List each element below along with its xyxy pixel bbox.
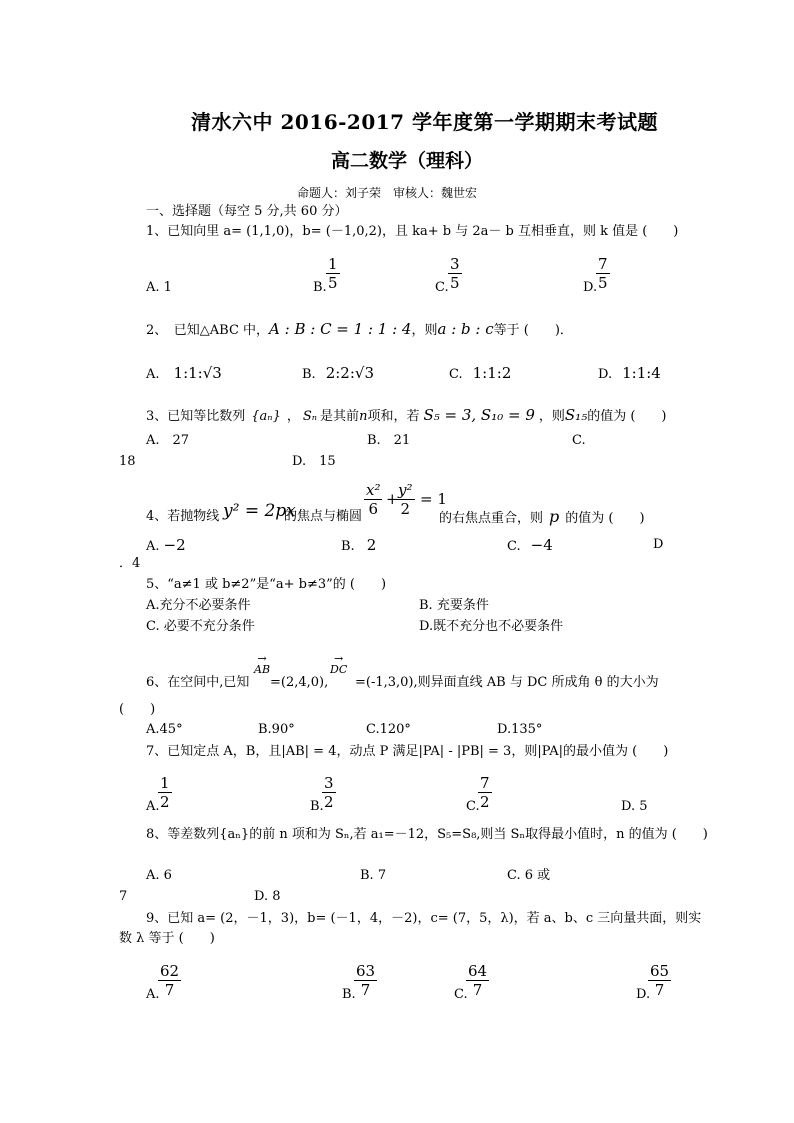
q2-b-label: B. [302, 367, 316, 382]
q2-option-c [449, 365, 511, 383]
q7-stem: 7、已知定点 A，B，且|AB| = 4，动点 P 满足|PA| - |PB| = 3，则|PA|的最小值为 ( ) [146, 744, 669, 759]
q1-option-a: A. 1 [146, 280, 172, 295]
q9-stem-cont: 数 λ 等于 ( ) [119, 931, 215, 946]
q4-ellipse-x-den: 6 [368, 500, 379, 518]
q4-option-d-cont: ．4 [119, 556, 141, 571]
q4-plus: + [386, 490, 399, 508]
q6-ab-value: =(2,4,0), [270, 675, 329, 690]
q3-sn: Sₙ [302, 409, 318, 424]
q4-ellipse-rhs: = 1 [420, 490, 447, 508]
q4-b-value: 2 [366, 536, 377, 554]
q2-c-label: C. [449, 367, 463, 382]
q6-stem-pre: 6、在空间中,已知 [146, 675, 250, 690]
q1-c-numerator: 3 [450, 255, 460, 273]
q9-d-numerator: 65 [650, 962, 670, 980]
q4-a-value: −2 [163, 536, 186, 554]
q6-paren: ( ) [119, 702, 156, 717]
q2-option-d [598, 365, 661, 383]
q7-c-denominator: 2 [480, 793, 490, 811]
section-heading: 一、选择题（每空 5 分,共 60 分） [146, 204, 348, 219]
q4-b-label: B. [341, 539, 355, 554]
q9-option-c-fraction [466, 962, 489, 999]
q7-b-denominator: 2 [324, 793, 334, 811]
q1-option-b: B. [313, 280, 327, 295]
q3-sequence: {aₙ} [251, 409, 281, 424]
q9-option-b-fraction [354, 962, 377, 999]
q6-dc-value: =(-1,3,0),则异面直线 AB 与 DC 所成角 θ 的大小为 [355, 675, 659, 690]
q4-option-c [507, 537, 553, 555]
q6-option-a: A.45° [146, 722, 183, 737]
q1-option-b-fraction [326, 255, 340, 292]
q5-option-a: A.充分不必要条件 [146, 598, 251, 613]
q2-b-value: 2:2:√3 [325, 364, 374, 382]
q6-option-b: B.90° [258, 722, 295, 737]
q9-option-b: B. [342, 987, 356, 1002]
q6-option-d: D.135° [497, 722, 543, 737]
q4-a-label: A. [146, 539, 160, 554]
q3-s15: S₁₅ [564, 406, 588, 424]
q4-option-d: D [653, 537, 664, 552]
q1-b-numerator: 1 [328, 255, 338, 273]
q1-stem: 1、已知向里 a= (1,1,0)，b= (－1,0,2)，且 ka+ b 与 2a－ b 互相垂直，则 k 值是 ( ) [146, 224, 679, 239]
q1-c-denominator: 5 [450, 274, 460, 292]
q9-stem: 9、已知 a= (2，－1，3)，b= (－1，4，－2)，c= (7，5，λ)，若 a、b、c 三向量共面，则实 [146, 911, 702, 926]
q1-option-c-fraction [448, 255, 462, 292]
q4-parabola: y² = 2px [223, 501, 296, 521]
q3-option-c-cont: 18 [119, 454, 136, 469]
q8-option-c-cont: 7 [119, 889, 128, 904]
q2-side-ratio: a : b : c [437, 320, 494, 338]
q9-c-numerator: 64 [468, 962, 488, 980]
q6-vector-ab: → AB [254, 652, 271, 676]
q9-d-denominator: 7 [654, 981, 665, 999]
q7-option-b: B. [310, 799, 324, 814]
q7-b-numerator: 3 [324, 774, 334, 792]
q3-option-a: A. 27 [146, 433, 190, 448]
q4-ellipse-y [396, 481, 415, 518]
q9-option-a: A. [146, 987, 160, 1002]
q6-ab-label: AB [254, 663, 271, 676]
exam-title: 清水六中 2016-2017 学年度第一学期期末考试题 [191, 110, 659, 134]
q5-option-d: D.既不充分也不必要条件 [419, 619, 564, 634]
q3-option-d: D. 15 [292, 454, 336, 469]
q8-option-b: B. 7 [360, 868, 387, 883]
q8-option-d: D. 8 [254, 889, 281, 904]
q1-d-numerator: 7 [598, 255, 608, 273]
q2-option-b [302, 365, 374, 383]
q2-c-value: 1:1:2 [472, 364, 512, 382]
q5-stem: 5、“a≠1 或 b≠2”是“a+ b≠3”的 ( ) [146, 577, 387, 592]
q2-d-label: D. [598, 367, 613, 382]
q7-option-b-fraction [322, 774, 336, 811]
q2-stem [146, 321, 573, 339]
q3-option-c: C. [572, 433, 586, 448]
q3-n: n [359, 409, 368, 424]
q2-a-label: A. [146, 367, 160, 382]
q7-option-c: C. [466, 799, 480, 814]
q1-d-denominator: 5 [598, 274, 608, 292]
q3-stem: 3、已知等比数列 {aₙ} ， Sₙ 是其前n项和，若 S₅ = 3, S₁₀ = 9 ，则S₁₅的值为 ( ) [146, 406, 667, 424]
q4-stem-pre: 4、若抛物线 [146, 509, 220, 524]
q6-dc-label: DC [330, 663, 348, 676]
q9-option-c: C. [454, 987, 468, 1002]
q7-a-denominator: 2 [160, 793, 170, 811]
q7-c-numerator: 7 [480, 774, 490, 792]
exam-authors: 命题人：刘子荣 审核人：魏世宏 [297, 186, 478, 200]
q3-stem-pre: 3、已知等比数列 [146, 409, 246, 424]
q4-ellipse-x-num: x² [366, 481, 381, 499]
q4-ellipse-x [364, 481, 382, 518]
q9-option-a-fraction [158, 962, 181, 999]
q3-stem-post: 的值为 ( ) [587, 409, 667, 424]
q6-option-c: C.120° [366, 722, 411, 737]
q9-a-denominator: 7 [164, 981, 175, 999]
q2-a-value: 1:1:√3 [173, 364, 222, 382]
q3-stem-mid2: 项和，若 [367, 409, 420, 424]
q7-option-a: A. [146, 799, 160, 814]
exam-subtitle: 高二数学（理科） [331, 150, 484, 172]
q1-b-denominator: 5 [328, 274, 338, 292]
q2-stem-post: 等于 ( )． [493, 323, 573, 338]
q7-option-c-fraction [478, 774, 492, 811]
q1-option-d: D. [583, 280, 598, 295]
q9-option-d: D. [636, 987, 651, 1002]
q1-option-c: C. [435, 280, 449, 295]
q2-d-value: 1:1:4 [622, 364, 661, 382]
q3-option-b: B. 21 [367, 433, 411, 448]
q9-c-denominator: 7 [472, 981, 483, 999]
q4-c-label: C. [507, 539, 521, 554]
q9-option-d-fraction [648, 962, 671, 999]
q6-vector-dc: → DC [330, 652, 348, 676]
q8-option-c: C. 6 或 [507, 868, 551, 883]
q4-stem-mid: 的焦点与椭圆 [284, 509, 363, 524]
q2-angle-ratio: A : B : C = 1 : 1 : 4 [269, 320, 412, 338]
q4-c-value: −4 [530, 536, 553, 554]
q4-p: p [549, 507, 560, 526]
q4-option-b [341, 537, 376, 555]
q9-b-numerator: 63 [356, 962, 376, 980]
q2-stem-mid: ，则 [411, 323, 438, 338]
q4-option-a [146, 537, 186, 555]
q8-option-a: A. 6 [146, 868, 172, 883]
q3-condition: S₅ = 3, S₁₀ = 9 [423, 406, 535, 424]
q3-stem-mid3: ，则 [538, 409, 565, 424]
q5-option-c: C. 必要不充分条件 [146, 619, 255, 634]
q1-option-d-fraction [596, 255, 610, 292]
q5-option-b: B. 充要条件 [419, 598, 489, 613]
q4-ellipse-y-num: y² [398, 481, 413, 499]
q7-option-a-fraction [158, 774, 172, 811]
q3-stem-mid: 是其前 [320, 409, 360, 424]
q4-stem-mid2 [439, 509, 645, 527]
q7-a-numerator: 1 [160, 774, 170, 792]
q4-stem-post: 的值为 ( ) [565, 511, 645, 526]
q7-option-d: D. 5 [621, 799, 648, 814]
q8-stem: 8、等差数列{aₙ}的前 n 项和为 Sₙ,若 a₁=－12，S₅=S₈,则当 Sₙ取得最小值时，n 的值为 ( ) [146, 827, 708, 842]
q4-stem-mid2-text: 的右焦点重合，则 [439, 511, 544, 526]
q9-a-numerator: 62 [160, 962, 180, 980]
q2-option-a [146, 365, 222, 383]
q9-b-denominator: 7 [360, 981, 371, 999]
q4-ellipse-y-den: 2 [400, 500, 411, 518]
q2-stem-pre: 2、 已知△ABC 中， [146, 323, 270, 338]
